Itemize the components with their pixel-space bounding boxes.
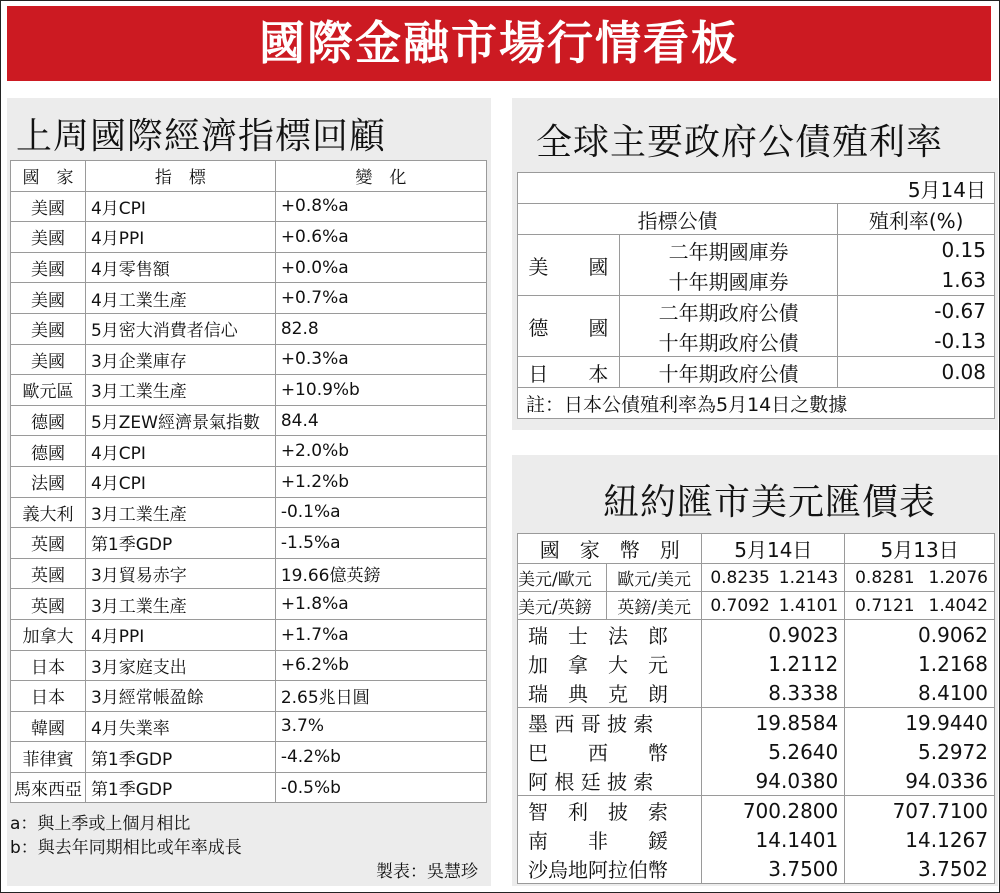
- header-indicator: 指 標: [85, 161, 275, 192]
- currency-d1: 5.2640: [702, 737, 845, 766]
- change-cell: +2.0%b: [275, 436, 486, 467]
- indicator-cell: 4月失業率: [85, 711, 275, 742]
- bond-yield: 0.15: [838, 235, 995, 266]
- country-cell: 韓國: [11, 711, 86, 742]
- currency-d1: 1.2112: [702, 649, 845, 678]
- pair-d2-a: 0.8281: [845, 564, 921, 592]
- bond-note-row: [518, 388, 995, 419]
- table-row: [11, 772, 487, 803]
- indicator-cell: 4月PPI: [85, 222, 275, 253]
- indicator-cell: 3月工業生產: [85, 589, 275, 620]
- change-cell: 2.65兆日圓: [275, 681, 486, 712]
- currency-d2: 14.1267: [845, 825, 995, 854]
- table-row: [11, 436, 487, 467]
- table-row: [11, 466, 487, 497]
- fx-currency-row: [518, 737, 995, 766]
- country-cell: 美國: [11, 222, 86, 253]
- country-cell: 英國: [11, 589, 86, 620]
- fx-currency-row: [518, 825, 995, 854]
- country-cell: 英國: [11, 558, 86, 589]
- currency-name: 加 拿 大 元: [518, 649, 702, 678]
- header-currency: 國 家 幣 別: [518, 534, 702, 564]
- currency-name: 瑞 典 克 朗: [518, 678, 702, 708]
- bond-name: 二年期國庫券: [619, 235, 838, 266]
- page-banner: 國際金融市場行情看板: [7, 6, 991, 81]
- indicator-cell: 4月零售額: [85, 252, 275, 283]
- indicator-cell: 4月CPI: [85, 436, 275, 467]
- change-cell: +0.8%a: [275, 191, 486, 222]
- table-maker: 製表：吳慧珍: [376, 862, 478, 882]
- table-row: [11, 589, 487, 620]
- fx-currency-row: [518, 649, 995, 678]
- change-cell: -0.5%b: [275, 772, 486, 803]
- table-row: [11, 252, 487, 283]
- table-row: [11, 558, 487, 589]
- bond-yield: 0.08: [838, 357, 995, 388]
- country-cell: 美國: [11, 252, 86, 283]
- indicator-cell: 3月工業生產: [85, 375, 275, 406]
- bond-row: [518, 357, 995, 388]
- country-cell: 美國: [11, 344, 86, 375]
- currency-name: 沙烏地阿拉伯幣: [518, 854, 702, 884]
- currency-d1: 3.7500: [702, 854, 845, 884]
- pair-label: 美元/英鎊: [518, 592, 607, 620]
- indicator-cell: 3月工業生產: [85, 497, 275, 528]
- bond-row: [518, 296, 995, 327]
- country-cell: 菲律賓: [11, 742, 86, 773]
- header-change: 變 化: [275, 161, 486, 192]
- indicator-cell: 4月工業生產: [85, 283, 275, 314]
- currency-d1: 700.2800: [702, 796, 845, 826]
- table-row: [11, 497, 487, 528]
- currency-name: 墨 西 哥 披 索: [518, 708, 702, 738]
- currency-d1: 94.0380: [702, 766, 845, 796]
- economic-indicators-title: 上周國際經濟指標回顧: [16, 116, 387, 157]
- pair-d2-b: 1.2076: [921, 564, 995, 592]
- change-cell: +0.3%a: [275, 344, 486, 375]
- change-cell: 3.7%: [275, 711, 486, 742]
- change-cell: +10.9%b: [275, 375, 486, 406]
- bond-yield: -0.13: [838, 326, 995, 357]
- country-cell: 歐元區: [11, 375, 86, 406]
- country-cell: 義大利: [11, 497, 86, 528]
- change-cell: -1.5%a: [275, 528, 486, 559]
- economic-notes: [10, 812, 480, 884]
- change-cell: 82.8: [275, 313, 486, 344]
- bond-header-row: [518, 204, 995, 235]
- fx-currency-row: [518, 708, 995, 738]
- fx-pair-row: [518, 592, 995, 620]
- table-row: [11, 344, 487, 375]
- currency-d2: 5.2972: [845, 737, 995, 766]
- table-header-row: [11, 161, 487, 192]
- bond-country: 美 國: [518, 235, 620, 296]
- bond-country: 德 國: [518, 296, 620, 357]
- indicator-cell: 3月貿易赤字: [85, 558, 275, 589]
- country-cell: 美國: [11, 313, 86, 344]
- change-cell: +6.2%b: [275, 650, 486, 681]
- bond-name: 十年期國庫券: [619, 265, 838, 296]
- table-row: [11, 375, 487, 406]
- table-row: [11, 405, 487, 436]
- pair-label-inverse: 歐元/美元: [606, 564, 702, 592]
- change-cell: +1.8%a: [275, 589, 486, 620]
- currency-d1: 0.9023: [702, 620, 845, 650]
- fx-currency-row: [518, 854, 995, 884]
- table-row: [11, 619, 487, 650]
- header-yield: 殖利率(%): [838, 204, 995, 235]
- currency-d2: 19.9440: [845, 708, 995, 738]
- bond-note: 註：日本公債殖利率為5月14日之數據: [518, 388, 995, 419]
- bond-yields-title: 全球主要政府公債殖利率: [536, 122, 944, 163]
- economic-indicators-table: [10, 160, 487, 803]
- country-cell: 美國: [11, 283, 86, 314]
- currency-d2: 0.9062: [845, 620, 995, 650]
- indicator-cell: 4月PPI: [85, 619, 275, 650]
- bond-date-row: [518, 173, 995, 204]
- pair-d1-b: 1.2143: [776, 564, 845, 592]
- country-cell: 日本: [11, 650, 86, 681]
- indicator-cell: 4月CPI: [85, 466, 275, 497]
- change-cell: +1.2%b: [275, 466, 486, 497]
- change-cell: 19.66億英鎊: [275, 558, 486, 589]
- fx-currency-row: [518, 678, 995, 708]
- header-country: 國 家: [11, 161, 86, 192]
- note-b: b：與去年同期相比或年率成長: [10, 838, 242, 858]
- change-cell: +1.7%a: [275, 619, 486, 650]
- country-cell: 美國: [11, 191, 86, 222]
- table-row: [11, 711, 487, 742]
- fx-currency-row: [518, 796, 995, 826]
- fx-header-row: [518, 534, 995, 564]
- country-cell: 日本: [11, 681, 86, 712]
- currency-name: 巴 西 幣: [518, 737, 702, 766]
- indicator-cell: 3月企業庫存: [85, 344, 275, 375]
- indicator-cell: 3月家庭支出: [85, 650, 275, 681]
- table-row: [11, 191, 487, 222]
- pair-d2-a: 0.7121: [845, 592, 921, 620]
- bond-yield: -0.67: [838, 296, 995, 327]
- bond-name: 十年期政府公債: [619, 326, 838, 357]
- country-cell: 德國: [11, 405, 86, 436]
- currency-name: 阿 根 廷 披 索: [518, 766, 702, 796]
- change-cell: -0.1%a: [275, 497, 486, 528]
- bond-yield: 1.63: [838, 265, 995, 296]
- header-bond: 指標公債: [518, 204, 838, 235]
- pair-label-inverse: 英鎊/美元: [606, 592, 702, 620]
- indicator-cell: 3月經常帳盈餘: [85, 681, 275, 712]
- indicator-cell: 第1季GDP: [85, 772, 275, 803]
- table-row: [11, 742, 487, 773]
- currency-d2: 707.7100: [845, 796, 995, 826]
- table-row: [11, 222, 487, 253]
- table-row: [11, 650, 487, 681]
- indicator-cell: 5月ZEW經濟景氣指數: [85, 405, 275, 436]
- currency-name: 智 利 披 索: [518, 796, 702, 826]
- pair-label: 美元/歐元: [518, 564, 607, 592]
- currency-d1: 19.8584: [702, 708, 845, 738]
- currency-d2: 1.2168: [845, 649, 995, 678]
- fx-title: 紐約匯市美元匯價表: [603, 482, 937, 523]
- fx-pair-row: [518, 564, 995, 592]
- country-cell: 英國: [11, 528, 86, 559]
- country-cell: 加拿大: [11, 619, 86, 650]
- currency-d1: 8.3338: [702, 678, 845, 708]
- fx-table: [517, 533, 995, 884]
- country-cell: 德國: [11, 436, 86, 467]
- bond-row: [518, 235, 995, 266]
- note-a: a：與上季或上個月相比: [10, 814, 191, 834]
- bond-date: 5月14日: [518, 173, 995, 204]
- pair-d1-a: 0.7092: [702, 592, 776, 620]
- bond-name: 二年期政府公債: [619, 296, 838, 327]
- change-cell: -4.2%b: [275, 742, 486, 773]
- country-cell: 法國: [11, 466, 86, 497]
- pair-d2-b: 1.4042: [921, 592, 995, 620]
- indicator-cell: 第1季GDP: [85, 742, 275, 773]
- currency-d1: 14.1401: [702, 825, 845, 854]
- fx-currency-row: [518, 766, 995, 796]
- indicator-cell: 5月密大消費者信心: [85, 313, 275, 344]
- table-row: [11, 528, 487, 559]
- header-date-2: 5月13日: [845, 534, 995, 564]
- change-cell: +0.0%a: [275, 252, 486, 283]
- bond-country: 日 本: [518, 357, 620, 388]
- currency-d2: 8.4100: [845, 678, 995, 708]
- change-cell: +0.7%a: [275, 283, 486, 314]
- country-cell: 馬來西亞: [11, 772, 86, 803]
- header-date-1: 5月14日: [702, 534, 845, 564]
- currency-d2: 3.7502: [845, 854, 995, 884]
- bond-name: 十年期政府公債: [619, 357, 838, 388]
- fx-currency-row: [518, 620, 995, 650]
- indicator-cell: 4月CPI: [85, 191, 275, 222]
- pair-d1-b: 1.4101: [776, 592, 845, 620]
- bond-yields-table: [517, 172, 995, 419]
- currency-name: 南 非 鍰: [518, 825, 702, 854]
- pair-d1-a: 0.8235: [702, 564, 776, 592]
- indicator-cell: 第1季GDP: [85, 528, 275, 559]
- currency-name: 瑞 士 法 郎: [518, 620, 702, 650]
- table-row: [11, 681, 487, 712]
- table-row: [11, 283, 487, 314]
- table-row: [11, 313, 487, 344]
- change-cell: 84.4: [275, 405, 486, 436]
- currency-d2: 94.0336: [845, 766, 995, 796]
- change-cell: +0.6%a: [275, 222, 486, 253]
